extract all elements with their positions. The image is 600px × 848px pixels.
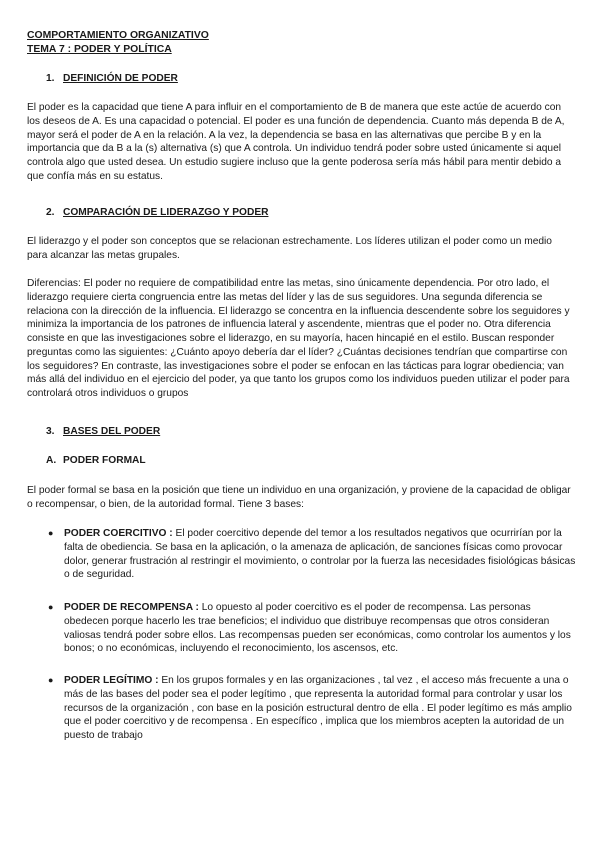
section-title: DEFINICIÓN DE PODER	[63, 73, 178, 84]
list-item-legitimo	[64, 674, 578, 743]
section-heading-3	[46, 425, 160, 439]
paragraph-comparacion: El liderazgo y el poder son conceptos que se relacionan estrechamente. Los líderes utilizan el poder como un medio para alcanzar las metas grupales.	[27, 236, 552, 261]
section-title: COMPARACIÓN DE LIDERAZGO Y PODER	[63, 207, 269, 218]
section-number: 2.	[46, 207, 55, 218]
list-item-coercitivo	[64, 527, 578, 582]
list-item-term: PODER COERCITIVO :	[64, 528, 173, 539]
section-number: 1.	[46, 73, 55, 84]
bullet-icon: ●	[48, 675, 54, 685]
section-number: 3.	[46, 426, 55, 437]
paragraph-diferencias: Diferencias: El poder no requiere de compatibilidad entre las metas, sino únicamente dependencia. Por otro lado, el liderazgo requiere cierta congruencia entre las metas del líder y las de sus seguidores. Una segunda diferencia se relaciona con la dirección de la influencia. El liderazgo se concentra en la influencia descendente sobre los seguidores y minimiza la importancia de los patrones de influencia lateral y ascendente, mientras que el poder no. Otra diferencia consiste en que las investigaciones sobre el liderazgo, en su mayoría, hacen hincapié en el estilo. Buscan responder preguntas como las siguientes: ¿Cuánto apoyo debería dar el líder? ¿Cuántas decisiones tendrían que compartirse con los seguidores? En contraste, las investigaciones sobre el poder se enfocan en las tácticas para lograr obediencia; van más allá del individuo en el ejercicio del poder, ya que tanto los grupos como los individuos pueden utilizar el poder para controlará otros individuos o grupos	[27, 278, 570, 399]
section-title: PODER FORMAL	[63, 455, 146, 466]
section-number: A.	[46, 455, 57, 466]
list-item-text: En los grupos formales y en las organizaciones , tal vez , el acceso más frecuente a una o más de las bases del poder sea el poder legítimo , que representa la autoridad formal para controlar y usar los recursos de la organización , con base en la posición estructural dentro de ella . El poder legítimo es más amplio que el poder coercitivo y de recompensa . En específico , implica que los miembros acepten la autoridad de un puesto de trabajo	[64, 675, 572, 741]
paragraph-definicion: El poder es la capacidad que tiene A para influir en el comportamiento de B de manera que este actúe de acuerdo con los deseos de A. Es una capacidad o potencial. El poder es una función de dependencia. Cuanto más dependa B de A, mayor será el poder de A en la relación. A la vez, la dependencia se basa en las alternativas que percibe B y en la importancia que da B a la (s) alternativa (s) que A controla. Un individuo tendrá poder sobre usted únicamente si aquel controla algo que usted desea. Un estudio sugiere incluso que la gente poderosa sería más hábil para mentir debido a que confía más en su estatus.	[27, 102, 565, 182]
section-heading-1	[46, 72, 178, 86]
course-title: COMPORTAMIENTO ORGANIZATIVO	[27, 30, 209, 41]
topic-title: TEMA 7 : PODER Y POLÍTICA	[27, 43, 172, 55]
list-item-text: Lo opuesto al poder coercitivo es el poder de recompensa. Las personas obedecen porque hacerlo les trae beneficios; el individuo que distribuye recompensas que otros consideran valiosas tendrá poder sobre ellos. Las recompensas pueden ser económicas, como controlar los aumentos y los bonos; o no económicas, incluyendo el reconocimiento, los ascensos, etc.	[64, 602, 571, 655]
bullet-icon: ●	[48, 602, 54, 612]
list-item-text: El poder coercitivo depende del temor a los resultados negativos que ocurrirían por la falta de obediencia. Se basa en la aplicación, o la amenaza de aplicación, de sanciones físicas como provocar dolor, generar frustración al restringir el movimiento, o controlar por la fuerza las necesidades fisiológicas básicas o de seguridad.	[64, 528, 576, 581]
subsection-heading-a	[46, 454, 146, 468]
list-item-term: PODER DE RECOMPENSA :	[64, 602, 199, 613]
list-item-recompensa	[64, 601, 578, 656]
list-item-term: PODER LEGÍTIMO :	[64, 675, 159, 686]
paragraph-poder-formal: El poder formal se basa en la posición que tiene un individuo en una organización, y proviene de la capacidad de obligar o recompensar, o bien, de la autoridad formal. Tiene 3 bases:	[27, 485, 571, 510]
document-header	[27, 29, 209, 56]
section-title: BASES DEL PODER	[63, 426, 161, 437]
section-heading-2	[46, 206, 268, 220]
bullet-icon: ●	[48, 528, 54, 538]
